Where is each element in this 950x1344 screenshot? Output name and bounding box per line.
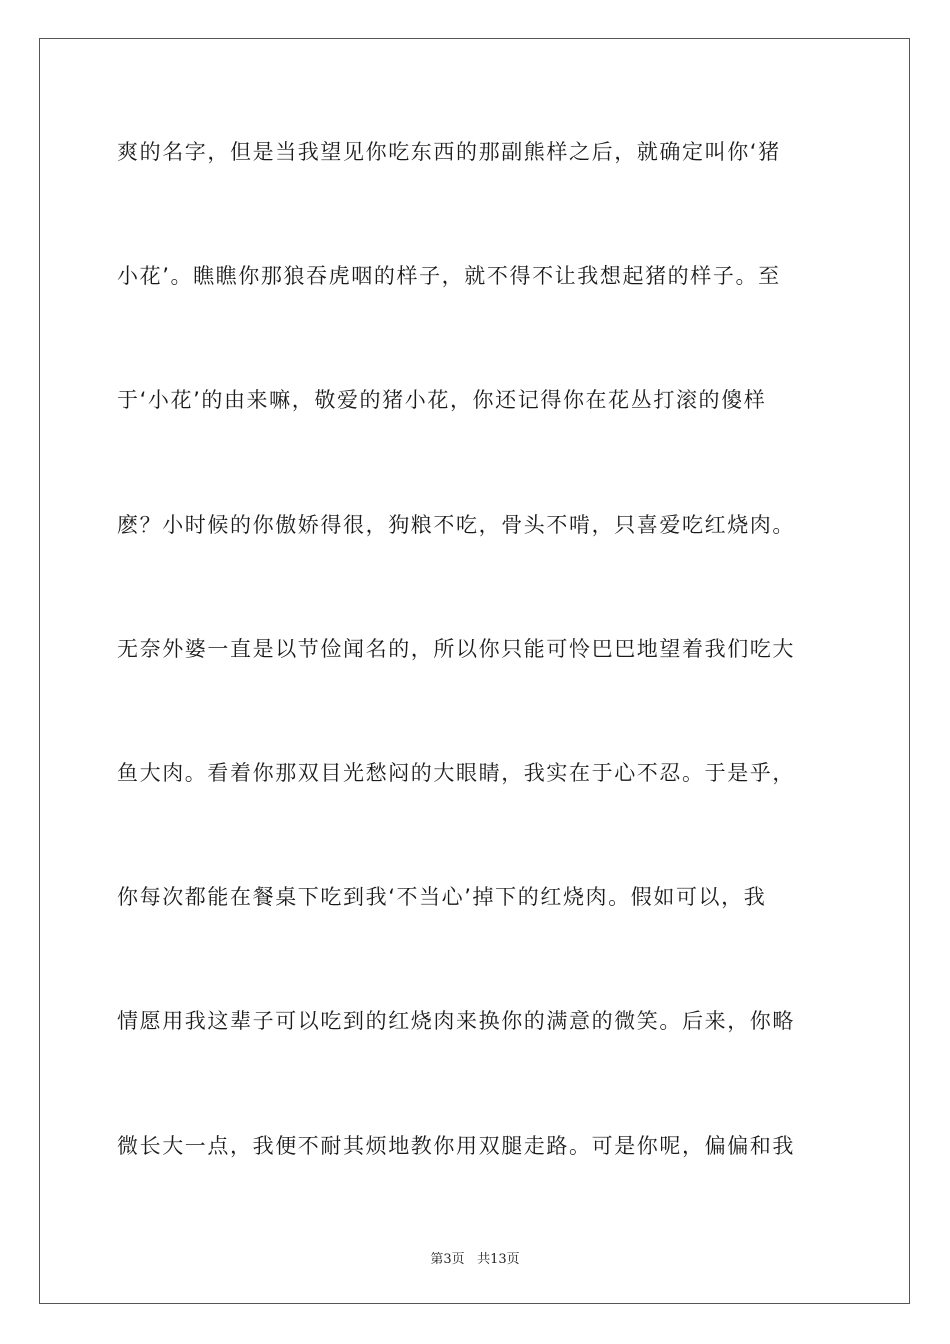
page-footer	[0, 1248, 950, 1267]
text-line: 微长大一点，我便不耐其烦地教你用双腿走路。可是你呢，偏偏和我	[117, 1133, 795, 1158]
text-line: 情愿用我这辈子可以吃到的红烧肉来换你的满意的微笑。后来，你略	[117, 1009, 795, 1034]
text-line: 鱼大肉。看着你那双目光愁闷的大眼睛，我实在于心不忍。于是乎，	[117, 760, 795, 785]
text-line: 爽的名字，但是当我望见你吃东西的那副熊样之后，就确定叫你‘猪	[117, 140, 781, 164]
text-line: 麽？小时候的你傲娇得很，狗粮不吃，骨头不啃，只喜爱吃红烧肉。	[117, 512, 795, 537]
text-line: 你每次都能在餐桌下吃到我‘不当心’掉下的红烧肉。假如可以，我	[117, 885, 767, 910]
text-line: 小花’。瞧瞧你那狼吞虎咽的样子，就不得不让我想起猪的样子。至	[117, 264, 781, 289]
text-line: 于‘小花’的由来嘛，敬爱的猪小花，你还记得你在花丛打滚的傻样	[117, 388, 767, 413]
text-line: 无奈外婆一直是以节俭闻名的，所以你只能可怜巴巴地望着我们吃大	[117, 636, 795, 661]
total-page-count: 共13页	[477, 1252, 520, 1267]
current-page-number: 第3页	[430, 1252, 465, 1267]
document-body	[117, 128, 837, 1246]
